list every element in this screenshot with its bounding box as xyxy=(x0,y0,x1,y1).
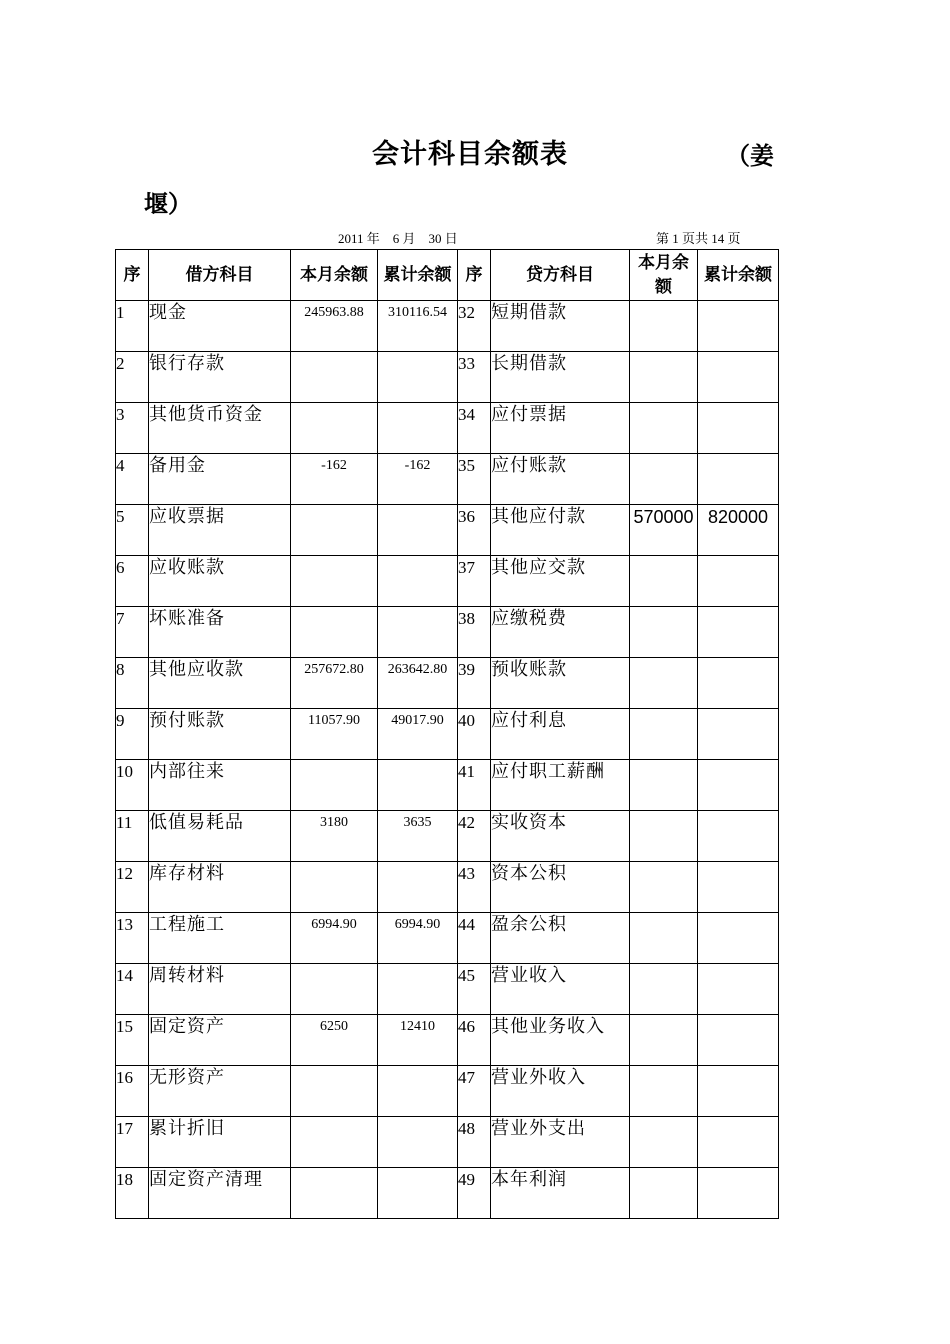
credit-account-cell: 实收资本 xyxy=(491,811,630,862)
table-row xyxy=(116,1168,779,1219)
debit-month-balance-cell xyxy=(291,403,378,454)
page-title: 会计科目余额表 xyxy=(372,139,568,170)
table-row xyxy=(116,658,779,709)
credit-cumulative-balance-cell xyxy=(698,760,779,811)
credit-account-cell: 本年利润 xyxy=(491,1168,630,1219)
credit-seq-cell: 32 xyxy=(458,301,491,352)
credit-cumulative-balance-cell xyxy=(698,709,779,760)
header-credit-seq: 序 xyxy=(458,250,491,301)
credit-month-balance-cell xyxy=(630,913,698,964)
debit-account-cell: 无形资产 xyxy=(149,1066,291,1117)
credit-seq-cell: 33 xyxy=(458,352,491,403)
debit-account-cell: 固定资产 xyxy=(149,1015,291,1066)
credit-account-cell: 其他业务收入 xyxy=(491,1015,630,1066)
debit-month-balance-cell xyxy=(291,505,378,556)
credit-seq-cell: 38 xyxy=(458,607,491,658)
credit-account-cell: 应缴税费 xyxy=(491,607,630,658)
credit-cumulative-balance-cell xyxy=(698,1168,779,1219)
table-row xyxy=(116,1015,779,1066)
table-row xyxy=(116,505,779,556)
table-row xyxy=(116,913,779,964)
table-row xyxy=(116,301,779,352)
debit-seq-cell: 13 xyxy=(116,913,149,964)
header-debit-month: 本月余额 xyxy=(291,250,378,301)
debit-month-balance-cell: -162 xyxy=(291,454,378,505)
credit-month-balance-cell xyxy=(630,403,698,454)
credit-cumulative-balance-cell xyxy=(698,811,779,862)
credit-month-balance-cell xyxy=(630,658,698,709)
debit-month-balance-cell xyxy=(291,1066,378,1117)
debit-seq-cell: 10 xyxy=(116,760,149,811)
debit-seq-cell: 4 xyxy=(116,454,149,505)
debit-account-cell: 其他应收款 xyxy=(149,658,291,709)
header-debit-account: 借方科目 xyxy=(149,250,291,301)
table-row xyxy=(116,1066,779,1117)
debit-month-balance-cell: 6250 xyxy=(291,1015,378,1066)
table-row xyxy=(116,556,779,607)
debit-month-balance-cell xyxy=(291,964,378,1015)
debit-month-balance-cell xyxy=(291,352,378,403)
debit-cumulative-balance-cell: 12410 xyxy=(378,1015,458,1066)
credit-seq-cell: 46 xyxy=(458,1015,491,1066)
credit-cumulative-balance-cell xyxy=(698,658,779,709)
debit-account-cell: 预付账款 xyxy=(149,709,291,760)
debit-seq-cell: 14 xyxy=(116,964,149,1015)
debit-cumulative-balance-cell xyxy=(378,607,458,658)
debit-account-cell: 应收票据 xyxy=(149,505,291,556)
credit-account-cell: 资本公积 xyxy=(491,862,630,913)
debit-account-cell: 内部往来 xyxy=(149,760,291,811)
credit-cumulative-balance-cell xyxy=(698,913,779,964)
credit-month-balance-cell xyxy=(630,1015,698,1066)
credit-account-cell: 营业外收入 xyxy=(491,1066,630,1117)
credit-account-cell: 营业外支出 xyxy=(491,1117,630,1168)
debit-cumulative-balance-cell xyxy=(378,403,458,454)
debit-month-balance-cell: 3180 xyxy=(291,811,378,862)
debit-month-balance-cell xyxy=(291,1117,378,1168)
page-info: 第 1 页共 14 页 xyxy=(656,231,741,246)
debit-cumulative-balance-cell xyxy=(378,760,458,811)
header-debit-cumulative: 累计余额 xyxy=(378,250,458,301)
credit-account-cell: 盈余公积 xyxy=(491,913,630,964)
credit-cumulative-balance-cell xyxy=(698,1066,779,1117)
debit-cumulative-balance-cell xyxy=(378,862,458,913)
debit-month-balance-cell xyxy=(291,760,378,811)
debit-cumulative-balance-cell: 6994.90 xyxy=(378,913,458,964)
credit-month-balance-cell xyxy=(630,607,698,658)
table-row xyxy=(116,811,779,862)
debit-cumulative-balance-cell: 310116.54 xyxy=(378,301,458,352)
credit-account-cell: 短期借款 xyxy=(491,301,630,352)
debit-account-cell: 低值易耗品 xyxy=(149,811,291,862)
report-date: 2011 年 6 月 30 日 xyxy=(338,231,458,246)
credit-month-balance-cell xyxy=(630,454,698,505)
credit-account-cell: 应付票据 xyxy=(491,403,630,454)
credit-cumulative-balance-cell xyxy=(698,454,779,505)
credit-month-balance-cell xyxy=(630,1066,698,1117)
debit-seq-cell: 11 xyxy=(116,811,149,862)
debit-cumulative-balance-cell xyxy=(378,352,458,403)
table-row xyxy=(116,709,779,760)
debit-month-balance-cell: 6994.90 xyxy=(291,913,378,964)
debit-cumulative-balance-cell xyxy=(378,556,458,607)
table-row xyxy=(116,403,779,454)
debit-month-balance-cell xyxy=(291,1168,378,1219)
credit-cumulative-balance-cell xyxy=(698,862,779,913)
debit-month-balance-cell: 245963.88 xyxy=(291,301,378,352)
credit-cumulative-balance-cell xyxy=(698,301,779,352)
header-debit-seq: 序 xyxy=(116,250,149,301)
debit-seq-cell: 16 xyxy=(116,1066,149,1117)
credit-seq-cell: 44 xyxy=(458,913,491,964)
debit-cumulative-balance-cell: 263642.80 xyxy=(378,658,458,709)
debit-seq-cell: 3 xyxy=(116,403,149,454)
debit-cumulative-balance-cell: -162 xyxy=(378,454,458,505)
title-location-part2: 堰） xyxy=(144,189,192,218)
credit-seq-cell: 34 xyxy=(458,403,491,454)
credit-month-balance-cell xyxy=(630,811,698,862)
debit-seq-cell: 17 xyxy=(116,1117,149,1168)
credit-seq-cell: 45 xyxy=(458,964,491,1015)
debit-seq-cell: 6 xyxy=(116,556,149,607)
credit-seq-cell: 47 xyxy=(458,1066,491,1117)
header-credit-account: 贷方科目 xyxy=(491,250,630,301)
table-header-row xyxy=(116,250,779,301)
debit-month-balance-cell xyxy=(291,607,378,658)
credit-cumulative-balance-cell xyxy=(698,403,779,454)
credit-cumulative-balance-cell xyxy=(698,1015,779,1066)
debit-month-balance-cell xyxy=(291,862,378,913)
table-row xyxy=(116,964,779,1015)
credit-month-balance-cell: 570000 xyxy=(630,505,698,556)
credit-cumulative-balance-cell xyxy=(698,352,779,403)
debit-month-balance-cell xyxy=(291,556,378,607)
credit-account-cell: 应付职工薪酬 xyxy=(491,760,630,811)
debit-account-cell: 应收账款 xyxy=(149,556,291,607)
debit-account-cell: 现金 xyxy=(149,301,291,352)
credit-account-cell: 长期借款 xyxy=(491,352,630,403)
debit-account-cell: 库存材料 xyxy=(149,862,291,913)
debit-account-cell: 其他货币资金 xyxy=(149,403,291,454)
credit-account-cell: 预收账款 xyxy=(491,658,630,709)
credit-month-balance-cell xyxy=(630,556,698,607)
table-row xyxy=(116,862,779,913)
credit-account-cell: 应付利息 xyxy=(491,709,630,760)
credit-account-cell: 其他应付款 xyxy=(491,505,630,556)
debit-month-balance-cell: 257672.80 xyxy=(291,658,378,709)
credit-account-cell: 营业收入 xyxy=(491,964,630,1015)
credit-seq-cell: 36 xyxy=(458,505,491,556)
credit-account-cell: 应付账款 xyxy=(491,454,630,505)
credit-seq-cell: 41 xyxy=(458,760,491,811)
credit-month-balance-cell xyxy=(630,709,698,760)
debit-cumulative-balance-cell xyxy=(378,1117,458,1168)
debit-cumulative-balance-cell: 3635 xyxy=(378,811,458,862)
credit-month-balance-cell xyxy=(630,1117,698,1168)
credit-month-balance-cell xyxy=(630,964,698,1015)
balance-table xyxy=(115,249,779,1219)
credit-seq-cell: 40 xyxy=(458,709,491,760)
debit-seq-cell: 12 xyxy=(116,862,149,913)
debit-seq-cell: 9 xyxy=(116,709,149,760)
table-row xyxy=(116,1117,779,1168)
debit-cumulative-balance-cell xyxy=(378,505,458,556)
credit-seq-cell: 49 xyxy=(458,1168,491,1219)
credit-month-balance-cell xyxy=(630,760,698,811)
table-row xyxy=(116,607,779,658)
credit-cumulative-balance-cell xyxy=(698,1117,779,1168)
credit-cumulative-balance-cell xyxy=(698,607,779,658)
credit-seq-cell: 35 xyxy=(458,454,491,505)
debit-seq-cell: 8 xyxy=(116,658,149,709)
header-credit-cumulative: 累计余额 xyxy=(698,250,779,301)
debit-seq-cell: 7 xyxy=(116,607,149,658)
debit-seq-cell: 18 xyxy=(116,1168,149,1219)
credit-cumulative-balance-cell: 820000 xyxy=(698,505,779,556)
credit-seq-cell: 43 xyxy=(458,862,491,913)
credit-seq-cell: 42 xyxy=(458,811,491,862)
table-row xyxy=(116,352,779,403)
title-location-part1: （姜 xyxy=(726,141,774,170)
debit-cumulative-balance-cell xyxy=(378,964,458,1015)
debit-account-cell: 坏账准备 xyxy=(149,607,291,658)
debit-month-balance-cell: 11057.90 xyxy=(291,709,378,760)
table-row xyxy=(116,454,779,505)
table-row xyxy=(116,760,779,811)
credit-month-balance-cell xyxy=(630,352,698,403)
header-credit-month: 本月余额 xyxy=(630,250,698,301)
credit-seq-cell: 37 xyxy=(458,556,491,607)
debit-account-cell: 备用金 xyxy=(149,454,291,505)
debit-account-cell: 累计折旧 xyxy=(149,1117,291,1168)
credit-seq-cell: 39 xyxy=(458,658,491,709)
debit-cumulative-balance-cell xyxy=(378,1066,458,1117)
debit-account-cell: 周转材料 xyxy=(149,964,291,1015)
credit-cumulative-balance-cell xyxy=(698,556,779,607)
debit-account-cell: 银行存款 xyxy=(149,352,291,403)
credit-account-cell: 其他应交款 xyxy=(491,556,630,607)
credit-month-balance-cell xyxy=(630,862,698,913)
debit-seq-cell: 1 xyxy=(116,301,149,352)
credit-month-balance-cell xyxy=(630,301,698,352)
credit-seq-cell: 48 xyxy=(458,1117,491,1168)
debit-seq-cell: 5 xyxy=(116,505,149,556)
credit-cumulative-balance-cell xyxy=(698,964,779,1015)
debit-account-cell: 固定资产清理 xyxy=(149,1168,291,1219)
debit-seq-cell: 15 xyxy=(116,1015,149,1066)
debit-cumulative-balance-cell xyxy=(378,1168,458,1219)
debit-seq-cell: 2 xyxy=(116,352,149,403)
credit-month-balance-cell xyxy=(630,1168,698,1219)
debit-cumulative-balance-cell: 49017.90 xyxy=(378,709,458,760)
debit-account-cell: 工程施工 xyxy=(149,913,291,964)
